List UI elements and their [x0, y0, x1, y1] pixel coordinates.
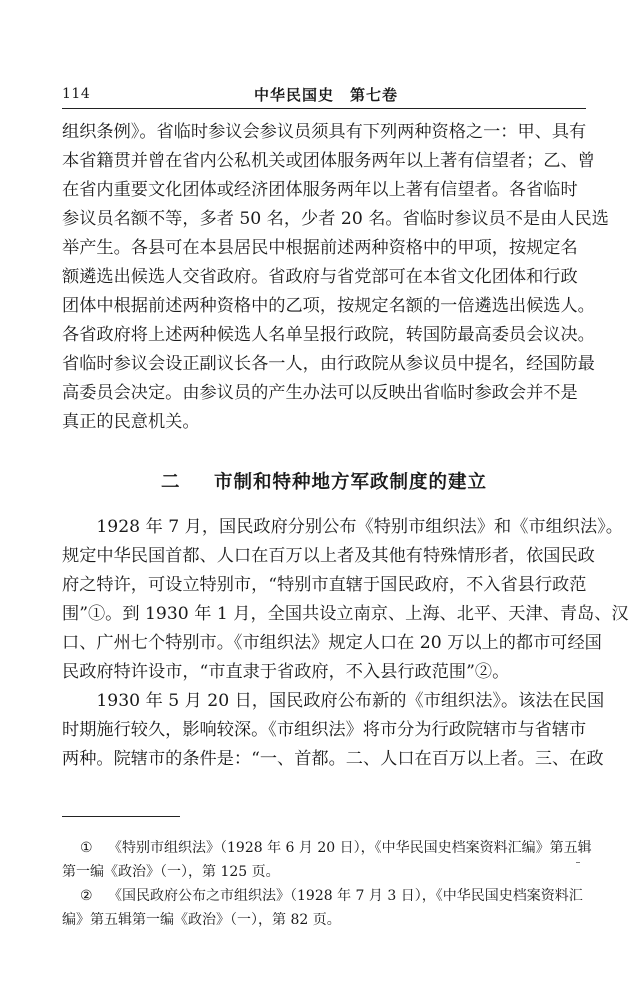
text-line: 各省政府将上述两种候选人名单呈报行政院，转国防最高委员会议决。: [62, 325, 595, 345]
text-line: 本省籍贯并曾在省内公私机关或团体服务两年以上著有信望者；乙、曾: [62, 151, 595, 171]
page-number: 114: [62, 86, 91, 102]
footnote-text: 《国民政府公布之市组织法》（1928 年 7 月 3 日），《中华民国史档案资料汇: [108, 888, 583, 904]
footnote-mark: ②: [80, 888, 93, 904]
text-line: 围”①。到 1930 年 1 月，全国共设立南京、上海、北平、天津、青岛、汉: [62, 604, 629, 624]
body-paragraph-1: [62, 118, 609, 437]
text-line: 府之特许，可设立特别市，“特别市直辖于国民政府，不入省县行政范: [62, 575, 587, 595]
text-line: 真正的民意机关。: [62, 412, 200, 432]
text-line: 时期施行较久，影响较深。《市组织法》将市分为行政院辖市与省辖市: [62, 720, 587, 740]
footnotes: [62, 836, 592, 932]
footnote-line: 编》第五辑第一编《政治》（一），第 82 页。: [62, 912, 341, 928]
footnote-text: 《特别市组织法》（1928 年 6 月 20 日），《中华民国史档案资料汇编》第五辑: [108, 840, 592, 856]
footnote-line: [62, 884, 586, 908]
section-heading: [62, 468, 586, 494]
print-speck: [576, 862, 580, 863]
footnote-rule: [62, 816, 180, 817]
text-line: 团体中根据前述两种资格中的乙项，按规定名额的一倍遴选出候选人。: [62, 296, 595, 316]
running-head: [62, 84, 582, 106]
text-line: 高委员会决定。由参议员的产生办法可以反映出省临时参政会并不是: [62, 383, 578, 403]
text-line: 举产生。各县可在本县居民中根据前述两种资格中的甲项，按规定名: [62, 238, 578, 258]
text-line: 民政府特许设市，“市直隶于省政府，不入县行政范围”②。: [62, 662, 510, 682]
text-line: 参议员名额不等，多者 50 名，少者 20 名。省临时参议员不是由人民选: [62, 209, 609, 229]
text-line: 省临时参议会设正副议长各一人，由行政院从参议员中提名，经国防最: [62, 354, 595, 374]
text-line: 规定中华民国首都、人口在百万以上者及其他有特殊情形者，依国民政: [62, 546, 595, 566]
text-line: 组织条例》。省临时参议会参议员须具有下列两种资格之一：甲、具有: [62, 122, 587, 142]
text-line: 在省内重要文化团体或经济团体服务两年以上著有信望者。各省临时: [62, 180, 578, 200]
book-title: 中华民国史 第七卷: [254, 86, 399, 104]
footnote-line: [62, 836, 592, 860]
footnote-mark: ①: [80, 840, 93, 856]
footnote-line: 第一编《政治》（一），第 125 页。: [62, 864, 280, 880]
text-line: 1930 年 5 月 20 日，国民政府公布新的《市组织法》。该法在民国: [62, 691, 605, 711]
text-line: 1928 年 7 月，国民政府分别公布《特别市组织法》和《市组织法》。: [62, 517, 623, 537]
body-paragraph-2: [62, 513, 629, 774]
section-title: 市制和特种地方军政制度的建立: [213, 472, 487, 493]
text-line: 口、广州七个特别市。《市组织法》规定人口在 20 万以上的都市可经国: [62, 633, 602, 653]
text-line: 额遴选出候选人交省政府。省政府与省党部可在本省文化团体和行政: [62, 267, 578, 287]
text-line: 两种。院辖市的条件是：“一、首都。二、人口在百万以上者。三、在政: [62, 749, 604, 769]
header-rule: [62, 108, 586, 109]
section-number: 二: [161, 472, 181, 493]
